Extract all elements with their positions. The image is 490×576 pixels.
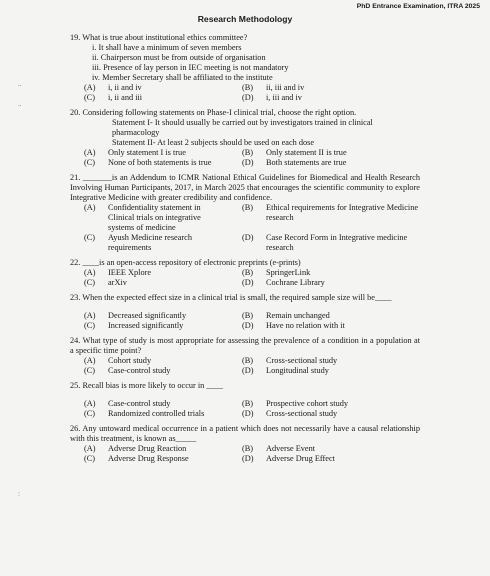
option-c[interactable]: (C) arXiv <box>84 278 127 287</box>
option-a[interactable]: (A) Decreased significantly <box>84 311 187 320</box>
statement-item: i. It shall have a minimum of seven members <box>92 43 242 52</box>
option-d[interactable]: (D) Case Record Form in Integrative medicine research <box>242 233 408 252</box>
option-b[interactable]: (B) Remain unchanged <box>242 311 330 320</box>
option-b[interactable]: (B) SpringerLink <box>242 268 311 277</box>
option-c[interactable]: (C) Increased significantly <box>84 321 184 330</box>
question-26 <box>70 424 420 464</box>
statement-item: Statement I- It should usually be carried out by investigators trained in clinical <box>112 118 373 127</box>
option-c[interactable]: (C) Case-control study <box>84 366 171 375</box>
question-21 <box>70 173 420 253</box>
answer-options <box>70 203 420 253</box>
statement-item: iv. Member Secretary shall be affiliated to the institute <box>92 73 273 82</box>
option-a[interactable]: (A) Confidentiality statement in Clinical trials on integrative systems of medicine <box>84 203 201 232</box>
question-24 <box>70 336 420 376</box>
margin-mark: .. <box>18 100 22 108</box>
option-a[interactable]: (A) Only statement I is true <box>84 148 186 157</box>
option-b[interactable]: (B) Ethical requirements for Integrative Medicine research <box>242 203 419 222</box>
option-d[interactable]: (D) Cross-sectional study <box>242 409 338 418</box>
question-stem: 24. What type of study is most appropriate for assessing the prevalence of a condition in a population at a specific time point? <box>70 336 420 355</box>
question-stem: 23. When the expected effect size in a clinical trial is small, the required sample size will be____ <box>70 293 392 302</box>
margin-mark: .. <box>18 80 22 88</box>
option-c[interactable]: (C) None of both statements is true <box>84 158 212 167</box>
margin-mark: : <box>18 490 20 498</box>
answer-options <box>70 311 420 331</box>
answer-options <box>70 356 420 376</box>
option-b[interactable]: (B) ii, iii and iv <box>242 83 305 92</box>
option-b[interactable]: (B) Only statement II is true <box>242 148 347 157</box>
option-d[interactable]: (D) Have no relation with it <box>242 321 345 330</box>
question-25 <box>70 381 420 419</box>
option-a[interactable]: (A) IEEE Xplore <box>84 268 152 277</box>
option-a[interactable]: (A) Case-control study <box>84 399 171 408</box>
option-b[interactable]: (B) Prospective cohort study <box>242 399 349 408</box>
exam-header: PhD Entrance Examination, ITRA 2025 <box>356 3 480 10</box>
option-d[interactable]: (D) Adverse Drug Effect <box>242 454 335 463</box>
page-title: Research Methodology <box>197 14 293 24</box>
option-d[interactable]: (D) Cochrane Library <box>242 278 325 287</box>
question-list <box>70 33 420 469</box>
question-22 <box>70 258 420 288</box>
answer-options <box>70 399 420 419</box>
option-b[interactable]: (B) Cross-sectional study <box>242 356 338 365</box>
question-stem: 20. Considering following statements on Phase-I clinical trial, choose the right option. <box>70 108 357 117</box>
question-stem: 19. What is true about institutional ethics committee? <box>70 33 248 42</box>
question-23 <box>70 293 420 331</box>
option-a[interactable]: (A) Cohort study <box>84 356 152 365</box>
question-19 <box>70 33 420 103</box>
statement-item: Statement II- At least 2 subjects should be used on each dose <box>112 138 315 147</box>
statement-item: pharmacology <box>112 128 160 137</box>
option-d[interactable]: (D) Both statements are true <box>242 158 347 167</box>
answer-options <box>70 83 420 103</box>
statement-item: iii. Presence of lay person in IEC meeting is not mandatory <box>92 63 289 72</box>
statement-item: ii. Chairperson must be from outside of organisation <box>92 53 266 62</box>
answer-options <box>70 268 420 288</box>
question-stem: 21. _______is an Addendum to ICMR National Ethical Guidelines for Biomedical and Health Research Involving Human Participants, 2017, in March 2025 that encourages the scientific community to explore Integrative Medicine with greater credibility and confidence. <box>70 173 420 202</box>
option-c[interactable]: (C) Randomized controlled trials <box>84 409 205 418</box>
option-b[interactable]: (B) Adverse Event <box>242 444 316 453</box>
option-a[interactable]: (A) i, ii and iv <box>84 83 142 92</box>
question-stem: 26. Any untoward medical occurrence in a patient which does not necessarily have a causal relationship with this treatment, is known as_____ <box>70 424 420 443</box>
option-c[interactable]: (C) i, ii and iii <box>84 93 143 102</box>
option-c[interactable]: (C) Adverse Drug Response <box>84 454 189 463</box>
question-20 <box>70 108 420 168</box>
option-d[interactable]: (D) Longitudinal study <box>242 366 329 375</box>
answer-options <box>70 148 420 168</box>
question-stem: 22. ____is an open-access repository of electronic preprints (e-prints) <box>70 258 301 267</box>
option-c[interactable]: (C) Ayush Medicine research requirements <box>84 233 193 252</box>
option-d[interactable]: (D) i, iii and iv <box>242 93 302 102</box>
option-a[interactable]: (A) Adverse Drug Reaction <box>84 444 187 453</box>
question-stem: 25. Recall bias is more likely to occur in ____ <box>70 381 223 390</box>
answer-options <box>70 444 420 464</box>
